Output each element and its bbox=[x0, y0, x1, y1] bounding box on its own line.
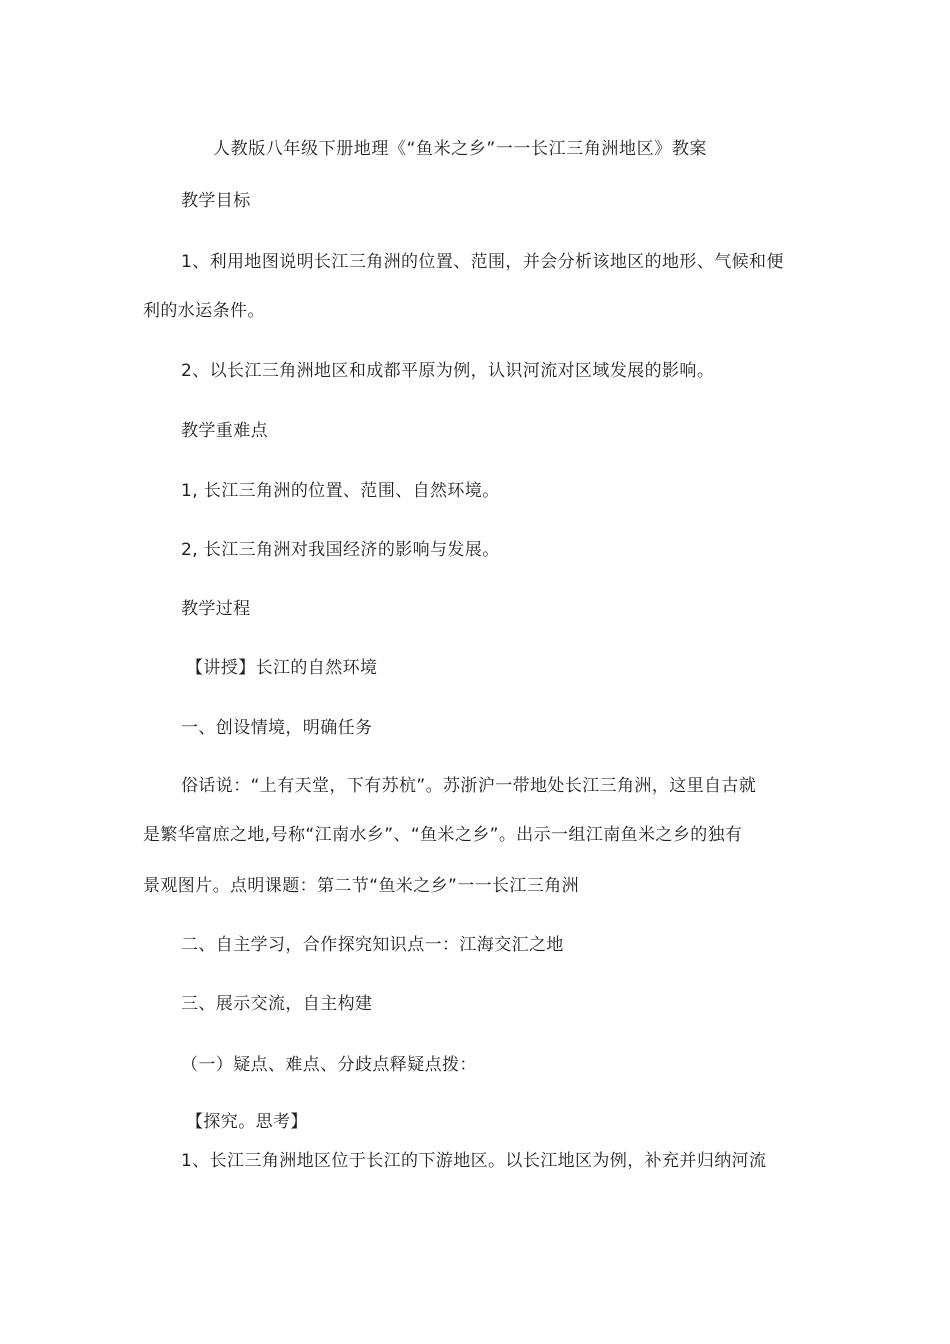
step-1: 一、创设情境，明确任务 bbox=[181, 718, 373, 738]
sub-step-1: （一）疑点、难点、分歧点释疑点拨： bbox=[181, 1055, 477, 1075]
keypoints-heading: 教学重难点 bbox=[181, 421, 268, 441]
explore-label: 【探究。思考】 bbox=[186, 1112, 308, 1132]
process-heading: 教学过程 bbox=[181, 599, 251, 619]
intro-line-3: 景观图片。点明课题：第二节“鱼米之乡”一一长江三角洲 bbox=[143, 876, 580, 896]
step-2: 二、自主学习，合作探究知识点一：江海交汇之地 bbox=[181, 935, 564, 955]
step-3: 三、展示交流，自主构建 bbox=[181, 994, 373, 1014]
keypoint-2: 2, 长江三角洲对我国经济的影响与发展。 bbox=[181, 540, 500, 560]
lecture-label: 【讲授】长江的自然环境 bbox=[186, 658, 378, 678]
keypoint-1: 1, 长江三角洲的位置、范围、自然环境。 bbox=[181, 481, 500, 501]
objective-2: 2、以长江三角洲地区和成都平原为例，认识河流对区域发展的影响。 bbox=[181, 361, 715, 381]
objective-1-line-2: 利的水运条件。 bbox=[143, 301, 265, 321]
question-1: 1、长江三角洲地区位于长江的下游地区。以长江地区为例，补充并归纳河流 bbox=[181, 1151, 767, 1171]
intro-line-1: 俗话说：“上有天堂，下有苏杭”。苏浙沪一带地处长江三角洲，这里自古就 bbox=[181, 776, 757, 796]
document-title: 人教版八年级下册地理《“鱼米之乡”一一长江三角洲地区》教案 bbox=[213, 139, 708, 159]
intro-line-2: 是繁华富庶之地,号称“江南水乡”、“鱼米之乡”。出示一组江南鱼米之乡的独有 bbox=[143, 825, 743, 845]
objective-1-line-1: 1、利用地图说明长江三角洲的位置、范围，并会分析该地区的地形、气候和便 bbox=[181, 252, 784, 272]
objectives-heading: 教学目标 bbox=[181, 191, 251, 211]
